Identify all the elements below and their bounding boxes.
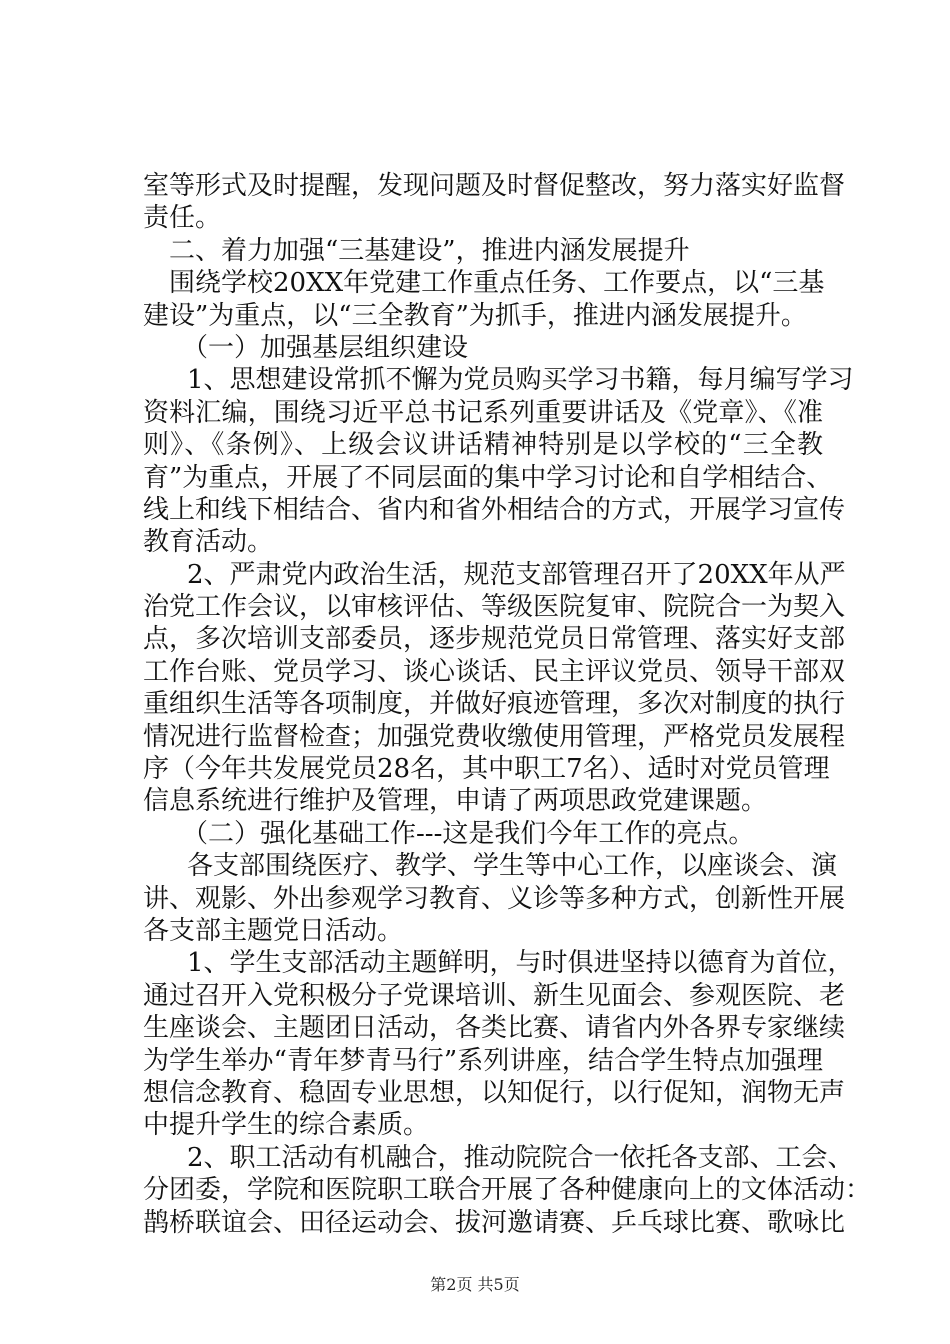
text-line: 点，多次培训支部委员，逐步规范党员日常管理、落实好支部 bbox=[143, 624, 846, 655]
text-line: 治党工作会议，以审核评估、等级医院复审、院院合一为契入 bbox=[143, 592, 846, 623]
section-heading: 二、着力加强“三基建设”，推进内涵发展提升 bbox=[169, 235, 690, 266]
text-line: 1、学生支部活动主题鲜明，与时俱进坚持以德育为首位， bbox=[187, 948, 854, 979]
text-line: 想信念教育、稳固专业思想，以知促行，以行促知，润物无声 bbox=[143, 1077, 846, 1108]
text-line: 1、思想建设常抓不懈为党员购买学习书籍，每月编写学习 bbox=[187, 365, 854, 396]
page-number: 第2页 共5页 bbox=[430, 1275, 520, 1294]
text-line: 重组织生活等各项制度，并做好痕迹管理，多次对制度的执行 bbox=[143, 689, 846, 720]
text-line: 室等形式及时提醒，发现问题及时督促整改，努力落实好监督 bbox=[143, 171, 846, 201]
text-line: 线上和线下相结合、省内和省外相结合的方式，开展学习宣传 bbox=[143, 494, 846, 525]
text-line: 则》、《条例》、上级会议讲话精神特别是以学校的“三全教 bbox=[143, 430, 823, 461]
text-line: 信息系统进行维护及管理，申请了两项思政党建课题。 bbox=[143, 786, 768, 817]
text-line: 工作台账、党员学习、谈心谈话、民主评议党员、领导干部双 bbox=[143, 656, 846, 687]
subsection-heading: （二）强化基础工作---这是我们今年工作的亮点。 bbox=[182, 818, 755, 849]
text-line: 分团委，学院和医院职工联合开展了各种健康向上的文体活动： bbox=[143, 1175, 872, 1206]
text-line: 各支部主题党日活动。 bbox=[143, 915, 404, 946]
text-line: 通过召开入党积极分子党课培训、新生见面会、参观医院、老 bbox=[143, 980, 846, 1011]
text-line: 讲、观影、外出参观学习教育、义诊等多种方式，创新性开展 bbox=[143, 883, 846, 914]
text-line: 情况进行监督检查；加强党费收缴使用管理，严格党员发展程 bbox=[143, 721, 846, 752]
text-line: 责任。 bbox=[143, 203, 222, 234]
text-line: 为学生举办“青年梦青马行”系列讲座，结合学生特点加强理 bbox=[143, 1045, 823, 1076]
document-body bbox=[143, 170, 872, 1239]
text-line: 围绕学校20XX年党建工作重点任务、工作要点，以“三基 bbox=[169, 268, 825, 299]
text-line: 序（今年共发展党员28名，其中职工7名）、适时对党员管理 bbox=[143, 754, 830, 785]
text-line: 育”为重点，开展了不同层面的集中学习讨论和自学相结合、 bbox=[143, 462, 833, 493]
text-line: 各支部围绕医疗、教学、学生等中心工作，以座谈会、演 bbox=[187, 851, 838, 882]
text-line: 2、职工活动有机融合，推动院院合一依托各支部、工会、 bbox=[187, 1142, 854, 1173]
text-line: 2、严肃党内政治生活，规范支部管理召开了20XX年从严 bbox=[187, 559, 846, 590]
text-line: 教育活动。 bbox=[143, 527, 274, 558]
text-line: 生座谈会、主题团日活动，各类比赛、请省内外各界专家继续 bbox=[143, 1013, 846, 1044]
text-line: 资料汇编，围绕习近平总书记系列重要讲话及《党章》、《准 bbox=[143, 397, 823, 428]
text-line: 建设”为重点，以“三全教育”为抓手，推进内涵发展提升。 bbox=[143, 300, 807, 331]
text-line: 中提升学生的综合素质。 bbox=[143, 1110, 430, 1141]
text-line: 鹊桥联谊会、田径运动会、拔河邀请赛、乒乓球比赛、歌咏比 bbox=[143, 1207, 846, 1238]
subsection-heading: （一）加强基层组织建设 bbox=[182, 332, 469, 363]
